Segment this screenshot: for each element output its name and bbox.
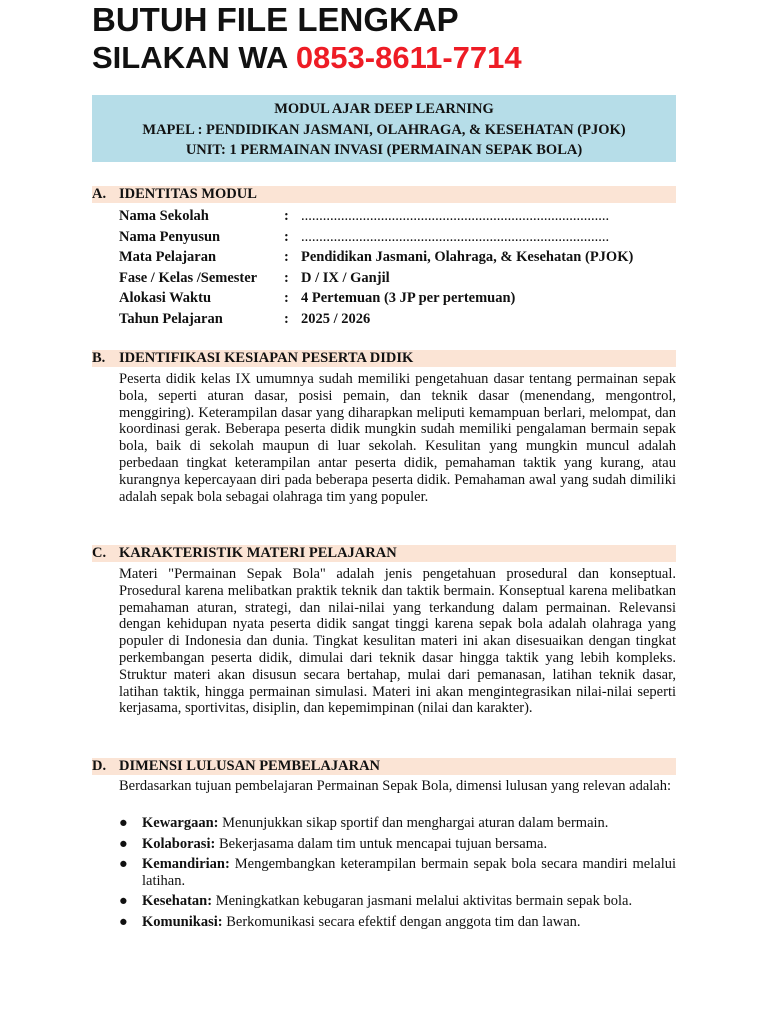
dimension-term: Kesehatan: xyxy=(142,893,213,909)
identity-colon: : xyxy=(284,310,289,327)
dimension-term: Kemandirian: xyxy=(142,856,230,872)
section-c-title: KARAKTERISTIK MATERI PELAJARAN xyxy=(119,545,397,561)
list-item-text xyxy=(142,815,676,832)
list-item-text xyxy=(142,856,676,890)
section-a-letter: A. xyxy=(92,186,107,202)
identity-label: Fase / Kelas /Semester xyxy=(119,269,258,286)
bullet-icon: ● xyxy=(119,856,128,872)
section-b-heading xyxy=(92,350,676,367)
bullet-icon: ● xyxy=(119,914,128,930)
identity-value: Pendidikan Jasmani, Olahraga, & Kesehatan (PJOK) xyxy=(301,249,634,265)
identity-label: Mata Pelajaran xyxy=(119,249,217,265)
identity-value: 2025 / 2026 xyxy=(301,310,371,327)
dimension-desc: Meningkatkan kebugaran jasmani melalui aktivitas bermain sepak bola. xyxy=(212,893,633,909)
dimension-desc: Bekerjasama dalam tim untuk mencapai tujuan bersama. xyxy=(215,835,548,852)
section-d-intro: Berdasarkan tujuan pembelajaran Permainan Sepak Bola, dimensi lulusan yang relevan adalah: xyxy=(119,778,672,794)
identity-value: D / IX / Ganjil xyxy=(301,269,390,286)
promo-contact-prefix: SILAKAN WA xyxy=(92,40,288,75)
identity-label: Nama Penyusun xyxy=(119,228,221,245)
dimension-term: Komunikasi: xyxy=(142,914,223,930)
section-d-letter: D. xyxy=(92,758,107,774)
module-subject: MAPEL : PENDIDIKAN JASMANI, OLAHRAGA, & KESEHATAN (PJOK) xyxy=(142,121,626,138)
section-b-title: IDENTIFIKASI KESIAPAN PESERTA DIDIK xyxy=(119,350,414,366)
section-c-heading xyxy=(92,545,676,562)
identity-value: 4 Pertemuan (3 JP per pertemuan) xyxy=(301,290,516,306)
identity-colon: : xyxy=(284,269,289,286)
section-c-letter: C. xyxy=(92,545,107,561)
section-b-letter: B. xyxy=(92,350,106,366)
identity-colon: : xyxy=(284,290,289,306)
list-item-text xyxy=(142,836,676,853)
identity-colon: : xyxy=(284,228,289,245)
section-b-paragraph: Peserta didik kelas IX umumnya sudah memiliki pengetahuan dasar tentang permainan sepak bola, seperti aturan dasar, posisi pemain, dan teknik dasar (menendang, mengontrol, menggiring). Keterampilan dasar yang diharapkan meliputi kemampuan berlari, melompat, dan koordinasi gerak. Beberapa peserta didik mungkin sudah memiliki pengalaman bermain sepak bola, baik di sekolah maupun di luar sekolah. Kesulitan yang mungkin muncul adalah perbedaan tingkat keterampilan antar peserta didik, pemahaman taktik yang kurang, atau kurangnya kepercayaan diri pada beberapa peserta didik. Pemahaman awal yang sudah dimiliki adalah sepak bola sebagai olahraga tim yang populer. xyxy=(119,371,676,505)
module-unit: UNIT: 1 PERMAINAN INVASI (PERMAINAN SEPAK BOLA) xyxy=(185,142,583,158)
list-item-text xyxy=(142,893,676,910)
bullet-icon: ● xyxy=(119,815,128,831)
identity-value: ..................................................................................... xyxy=(301,208,610,224)
identity-label: Tahun Pelajaran xyxy=(119,310,223,327)
identity-value: ..................................................................................... xyxy=(301,228,610,245)
dimension-desc: Berkomunikasi secara efektif dengan anggota tim dan lawan. xyxy=(222,914,581,930)
module-title-box xyxy=(92,95,676,162)
dimension-desc: Mengembangkan keterampilan bermain sepak bola secara mandiri melalui latihan. xyxy=(142,856,676,889)
promo-contact xyxy=(92,40,522,76)
dimension-term: Kewargaan: xyxy=(142,815,219,831)
dimension-desc: Menunjukkan sikap sportif dan menghargai aturan dalam bermain. xyxy=(218,815,609,831)
section-d-heading xyxy=(92,758,676,775)
identity-colon: : xyxy=(284,208,289,224)
section-c-paragraph: Materi "Permainan Sepak Bola" adalah jenis pengetahuan prosedural dan konseptual. Prosedural karena melibatkan praktik teknik dan taktik bermain. Konseptual karena melibatkan pemahaman aturan, strategi, dan nilai-nilai yang terkandung dalam permainan. Relevansi dengan kehidupan nyata peserta didik sangat tinggi karena sepak bola adalah olahraga yang populer di Indonesia dan dunia. Tingkat kesulitan materi ini akan disesuaikan dengan tingkat perkembangan peserta didik, dimulai dari teknik dasar hingga taktik yang lebih kompleks. Struktur materi akan disusun secara bertahap, mulai dari pemanasan, latihan teknik dasar, latihan taktik, hingga permainan simulasi. Materi ini akan mengintegrasikan nilai-nilai seperti kerjasama, sportivitas, disiplin, dan kepemimpinan (nilai dan karakter). xyxy=(119,566,676,717)
identity-colon: : xyxy=(284,249,289,265)
bullet-icon: ● xyxy=(119,893,128,909)
module-title: MODUL AJAR DEEP LEARNING xyxy=(274,101,494,117)
bullet-icon: ● xyxy=(119,835,128,852)
identity-label: Nama Sekolah xyxy=(119,208,209,224)
identity-label: Alokasi Waktu xyxy=(119,290,212,306)
section-d-title: DIMENSI LULUSAN PEMBELAJARAN xyxy=(119,758,381,774)
section-a-title: IDENTITAS MODUL xyxy=(119,186,257,202)
promo-heading: BUTUH FILE LENGKAP xyxy=(92,1,459,38)
promo-phone-number: 0853-8611-7714 xyxy=(295,40,522,75)
section-a-heading xyxy=(92,186,676,203)
list-item-text xyxy=(142,914,676,931)
dimension-term: Kolaborasi: xyxy=(142,835,216,852)
